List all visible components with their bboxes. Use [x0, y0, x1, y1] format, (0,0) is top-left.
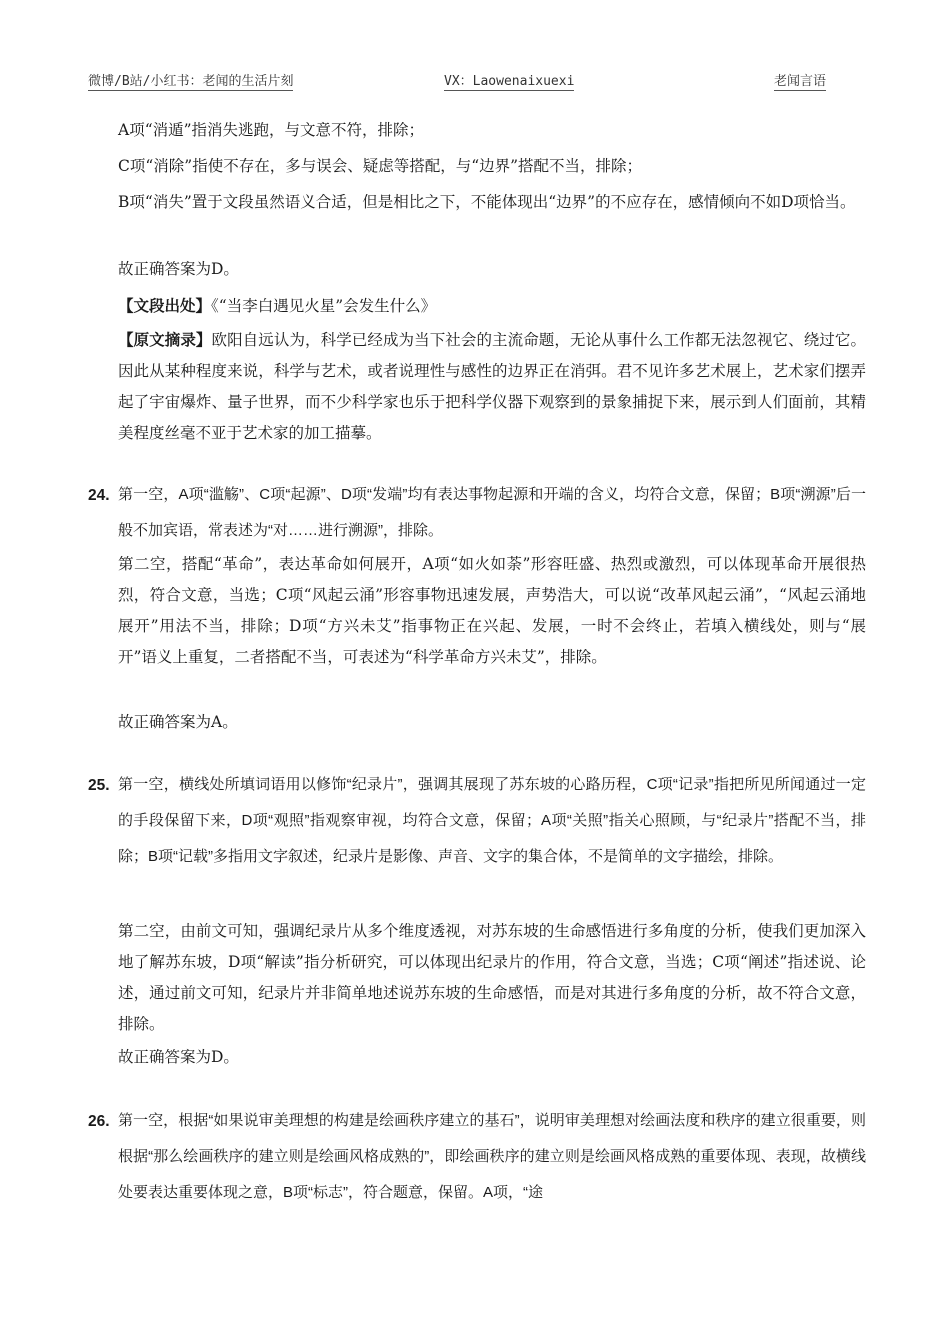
q23-answer: 故正确答案为D。 — [118, 260, 239, 278]
source-title: 《“当李白遇见火星”会发生什么》 — [211, 297, 437, 315]
q26-number: 26. — [88, 1113, 110, 1130]
q23-source — [118, 290, 866, 322]
q23-option-c: C项“消除”指使不存在，多与误会、疑虑等搭配，与“边界”搭配不当，排除； — [118, 157, 643, 175]
source-label: 【文段出处】 — [118, 296, 212, 315]
q24-answer: 故正确答案为A。 — [118, 713, 238, 731]
q26-para-1: 第一空，根据“如果说审美理想的构建是绘画秩序建立的基石”，说明审美理想对绘画法度和秩序的建立很重要，则根据“那么绘画秩序的建立则是绘画风格成熟的”，即绘画秩序的建立则是绘画风格成熟的重要体现、表现，故横线处要表达重要体现之意，B项“标志”，符合题意，保留。A项，“途 — [118, 1112, 866, 1201]
header-brand: 老闻言语 — [774, 70, 826, 91]
q25-para-1: 第一空，横线处所填词语用以修饰“纪录片”，强调其展现了苏东坡的心路历程，C项“记录”指把所见所闻通过一定的手段保留下来，D项“观照”指观察审视，均符合文意，保留；A项“关照”指关心照顾，与“纪录片”搭配不当，排除；B项“记载”多指用文字叙述，纪录片是影像、声音、文字的集合体，不是简单的文字描绘，排除。 — [118, 776, 866, 865]
header-wechat: VX：Laowenaixuexi — [444, 70, 574, 91]
page-header — [88, 70, 826, 90]
q24-para-2: 第二空，搭配“革命”，表达革命如何展开，A项“如火如荼”形容旺盛、热烈或激烈，可以体现革命开展很热烈，符合文意，当选；C项“风起云涌”形容事物迅速发展，声势浩大，可以说“改革风起云涌”，“风起云涌地展开”用法不当，排除；D项“方兴未艾”指事物正在兴起、发展，一时不会终止，若填入横线处，则与“展开”语义上重复，二者搭配不当，可表述为“科学革命方兴未艾”，排除。 — [118, 555, 866, 666]
q23-option-a: A项“消遁”指消失逃跑，与文意不符，排除； — [118, 121, 425, 139]
excerpt-label: 【原文摘录】 — [118, 330, 212, 349]
q24-number: 24. — [88, 487, 110, 504]
q24-para-1: 第一空，A项“滥觞”、C项“起源”、D项“发端”均有表达事物起源和开端的含义，均符合文意，保留；B项“溯源”后一般不加宾语，常表述为“对……进行溯源”，排除。 — [118, 486, 866, 539]
excerpt-text: 欧阳自远认为，科学已经成为当下社会的主流命题，无论从事什么工作都无法忽视它、绕过它。因此从某种程度来说，科学与艺术，或者说理性与感性的边界正在消弭。君不见许多艺术展上，艺术家们摆弄起了宇宙爆炸、量子世界，而不少科学家也乐于把科学仪器下观察到的景象捕捉下来，展示到人们面前，其精美程度丝毫不亚于艺术家的加工描摹。 — [118, 331, 866, 442]
q25-answer: 故正确答案为D。 — [118, 1048, 239, 1066]
header-social: 微博/B站/小红书：老闻的生活片刻 — [88, 70, 293, 91]
q25-number: 25. — [88, 777, 110, 794]
q25-para-2: 第二空，由前文可知，强调纪录片从多个维度透视，对苏东坡的生命感悟进行多角度的分析，使我们更加深入地了解苏东坡，D项“解读”指分析研究，可以体现出纪录片的作用，符合文意，当选；C项“阐述”指述说、论述，通过前文可知，纪录片并非简单地述说苏东坡的生命感悟，而是对其进行多角度的分析，故不符合文意，排除。 — [118, 922, 866, 1033]
q23-excerpt — [118, 324, 866, 449]
q23-option-b: B项“消失”置于文段虽然语义合适，但是相比之下，不能体现出“边界”的不应存在，感情倾向不如D项恰当。 — [118, 193, 856, 211]
